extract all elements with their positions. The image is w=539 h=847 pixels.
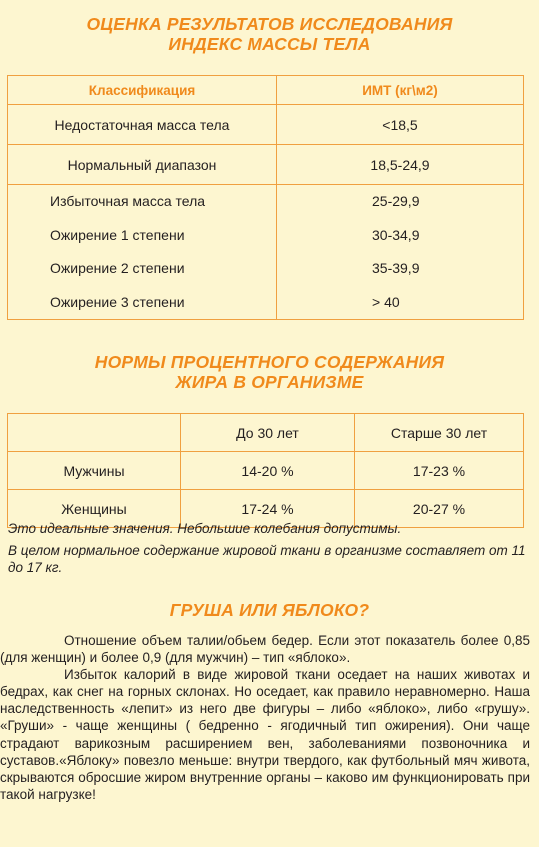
pear-paragraph-1: Отношение объем талии/обьем бедер. Если этот показатель более 0,85 (для женщин) и более 0,9 (для мужчин) – тип «яблоко». — [0, 633, 530, 666]
bmi-label: Избыточная масса тела — [50, 193, 206, 209]
fat-note-ideal: Это идеальные значения. Небольшие колебания допустимы. — [8, 521, 402, 536]
bmi-value: 35-39,9 — [372, 260, 420, 276]
bmi-table — [7, 75, 524, 320]
fat-header-over30: Старше 30 лет — [355, 414, 524, 452]
bmi-section-title — [0, 14, 539, 54]
bmi-title-line1: ОЦЕНКА РЕЗУЛЬТАТОВ ИССЛЕДОВАНИЯ — [86, 14, 453, 34]
fat-over30: 20-27 % — [355, 490, 524, 528]
fat-header-under30: До 30 лет — [181, 414, 355, 452]
bmi-value: 25-29,9 — [372, 193, 420, 209]
fat-under30: 14-20 % — [181, 452, 355, 490]
fat-label: Женщины — [8, 490, 181, 528]
table-row — [8, 145, 524, 185]
fat-header-row — [8, 414, 524, 452]
fat-section-title — [0, 352, 539, 392]
bmi-label: Ожирение 2 степени — [50, 260, 185, 276]
bmi-value: 30-34,9 — [372, 226, 420, 243]
bmi-value: > 40 — [372, 293, 400, 310]
table-row-group — [8, 185, 524, 320]
bmi-header-value: ИМТ (кг\м2) — [277, 76, 524, 105]
bmi-header-row — [8, 76, 524, 105]
bmi-label: Ожирение 3 степени — [50, 293, 185, 310]
table-row — [8, 105, 524, 145]
fat-table — [7, 413, 524, 528]
fat-title-line1: НОРМЫ ПРОЦЕНТНОГО СОДЕРЖАНИЯ — [94, 352, 445, 372]
pear-section-title: ГРУША ИЛИ ЯБЛОКО? — [169, 600, 370, 620]
bmi-label: Ожирение 1 степени — [50, 226, 185, 243]
fat-note-normal: В целом нормальное содержание жировой ткани в организме составляет от 11 до 17 кг. — [8, 543, 526, 575]
pear-body-text — [0, 632, 530, 803]
bmi-value: <18,5 — [277, 105, 524, 145]
fat-over30: 17-23 % — [355, 452, 524, 490]
table-row — [8, 452, 524, 490]
bmi-title-line2: ИНДЕКС МАССЫ ТЕЛА — [168, 34, 371, 54]
bmi-label: Нормальный диапазон — [8, 145, 277, 185]
fat-header-blank — [8, 414, 181, 452]
fat-label: Мужчины — [8, 452, 181, 490]
fat-under30: 17-24 % — [181, 490, 355, 528]
bmi-label: Недостаточная масса тела — [8, 105, 277, 145]
bmi-overweight-values — [277, 185, 524, 320]
fat-title-line2: ЖИРА В ОРГАНИЗМЕ — [175, 372, 364, 392]
bmi-overweight-labels — [8, 185, 277, 320]
pear-paragraph-2: Избыток калорий в виде жировой ткани оседает на наших животах и бедрах, как снег на горных склонах. Но оседает, как правило неравномерно. Наша наследственность «лепит» из него две фигуры – либо «яблоко», либо «грушу». «Груши» - чаще женщины ( бедренно - ягодичный тип ожирения). Они чаще страдают варикозным расширением вен, заболеваниями позвоночника и суставов.«Яблоку» повезло меньше: внутри твердого, как футбольный мяч живота, скрываются обросшие жиром внутренние органы – каково им функционировать при такой нагрузке! — [0, 667, 530, 802]
bmi-value: 18,5-24,9 — [277, 145, 524, 185]
bmi-header-classification: Классификация — [8, 76, 277, 105]
